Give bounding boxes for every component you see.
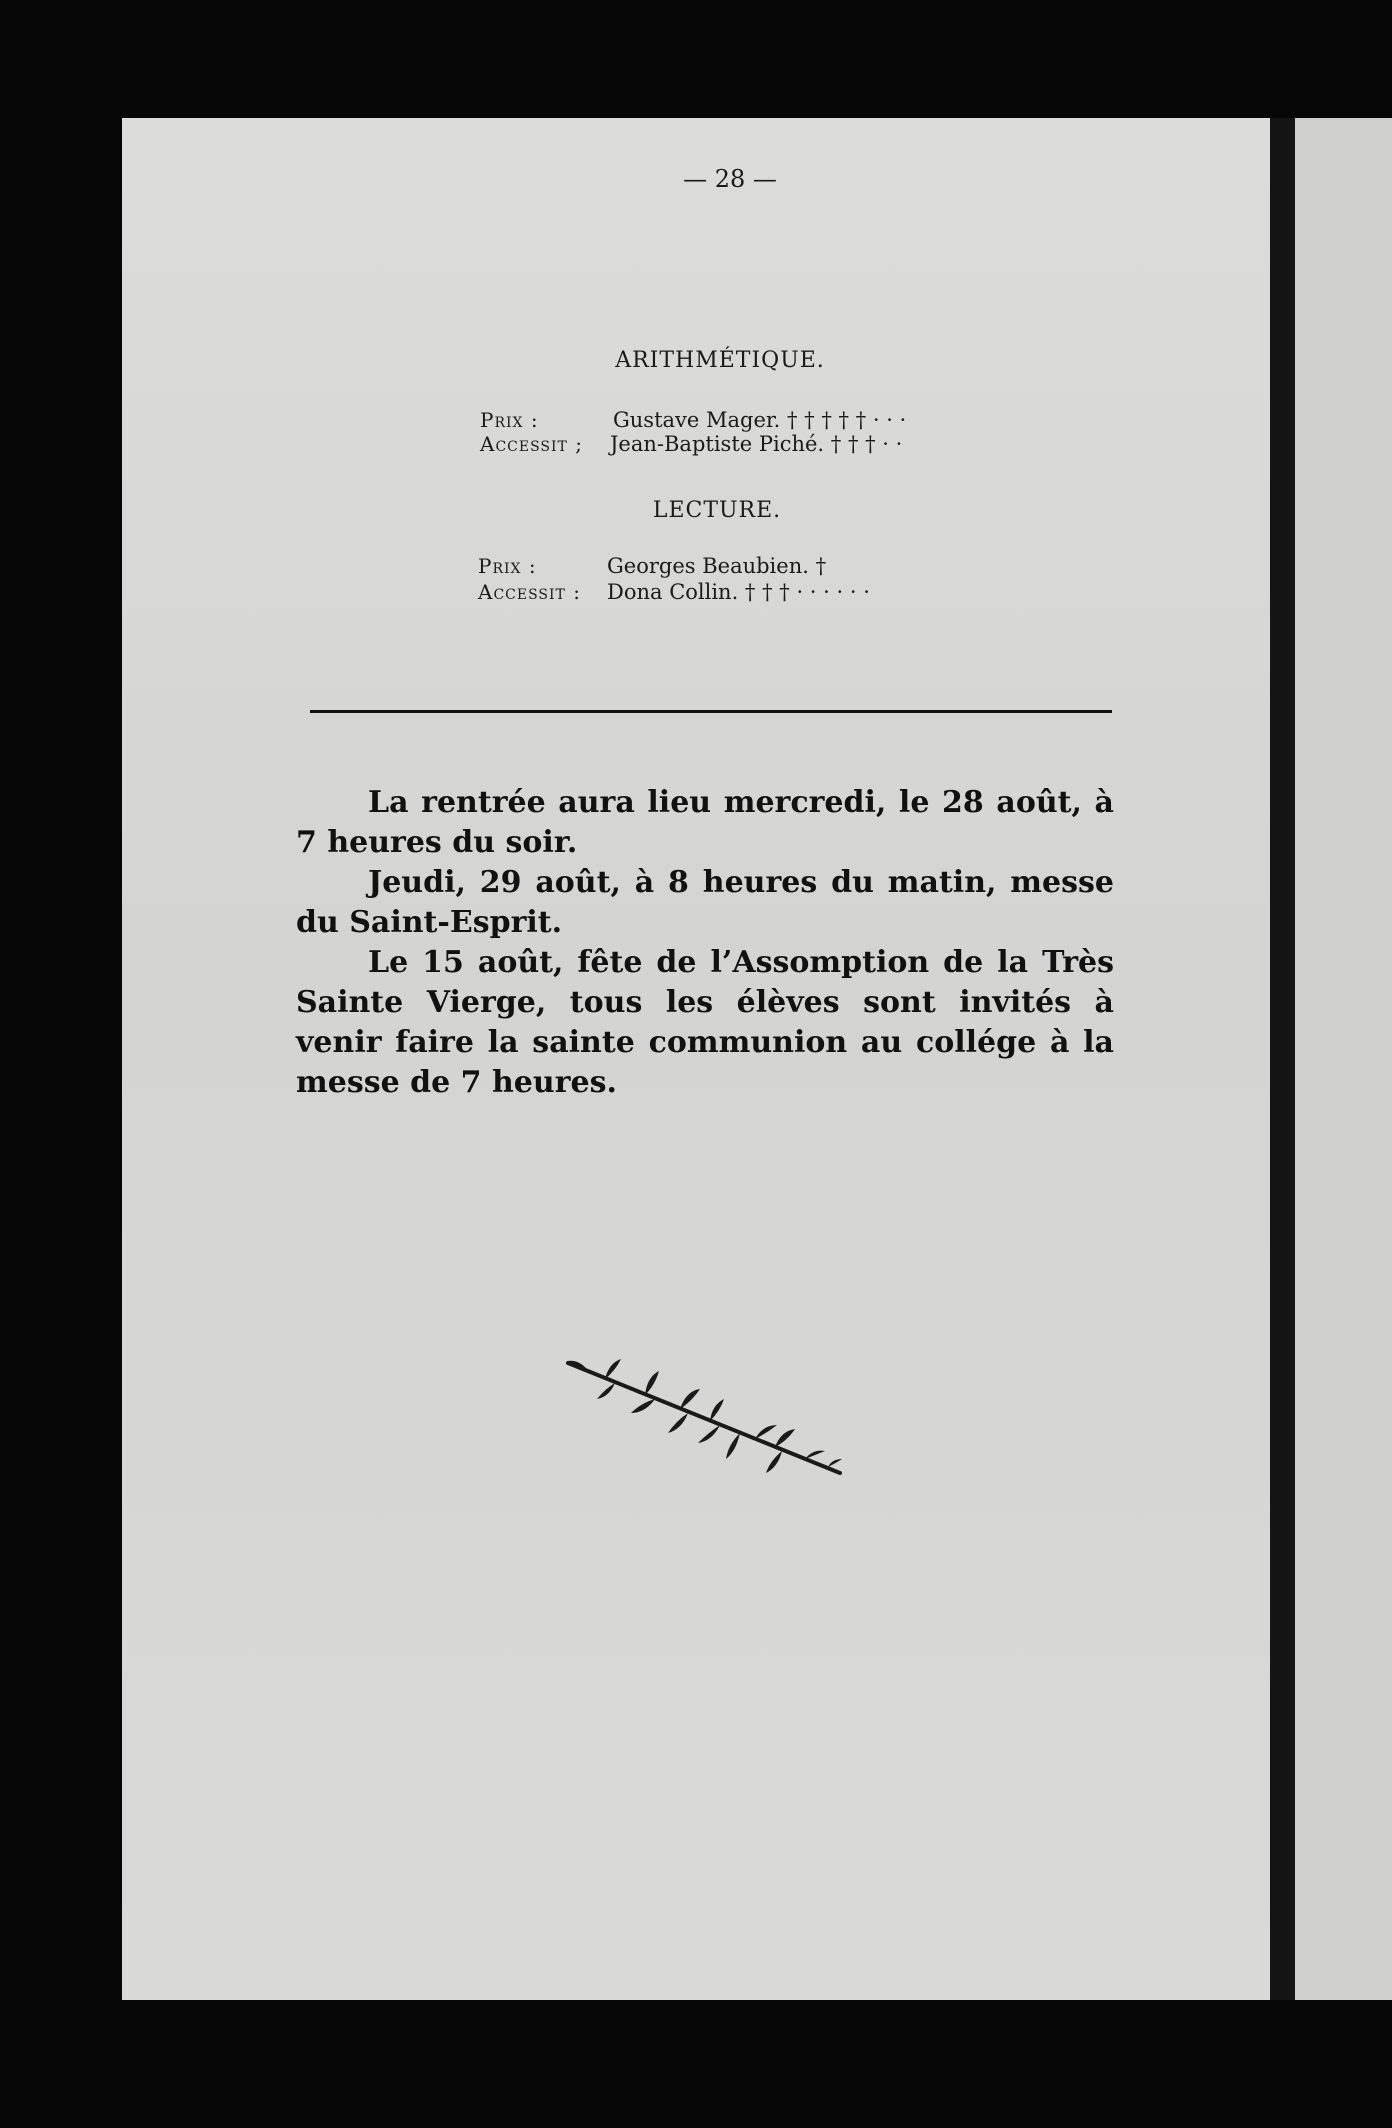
award-name: Dona Collin. † † † · · · · · · <box>607 580 870 604</box>
adjacent-page-edge <box>1295 118 1392 2000</box>
award-label: Accessit ; <box>480 432 583 456</box>
page-number: — 28 — <box>683 165 777 193</box>
olive-branch-icon <box>560 1355 850 1489</box>
section-title-arithmetique: ARITHMÉTIQUE. <box>615 348 825 373</box>
award-label: Prix : <box>478 554 537 578</box>
book-spine <box>1270 118 1296 2000</box>
notice-paragraph: Jeudi, 29 août, à 8 heures du matin, messe du Saint-Esprit. <box>296 865 1114 940</box>
award-name: Gustave Mager. † † † † † · · · <box>613 408 907 432</box>
notice-paragraph: Le 15 août, fête de l’Assomption de la Très Sainte Vierge, tous les élèves sont invités à venir faire la sainte communion au collége à la messe de 7 heures. <box>296 945 1114 1100</box>
section-title-lecture: LECTURE. <box>652 498 782 523</box>
award-label: Prix : <box>480 408 539 432</box>
horizontal-rule <box>310 710 1112 713</box>
award-name: Georges Beaubien. † <box>607 554 827 578</box>
page-number-value: 28 <box>714 165 746 193</box>
award-name: Jean-Baptiste Piché. † † † · · <box>610 432 903 456</box>
notice-paragraph: La rentrée aura lieu mercredi, le 28 août, à 7 heures du soir. <box>296 785 1114 860</box>
award-label: Accessit : <box>478 580 581 604</box>
